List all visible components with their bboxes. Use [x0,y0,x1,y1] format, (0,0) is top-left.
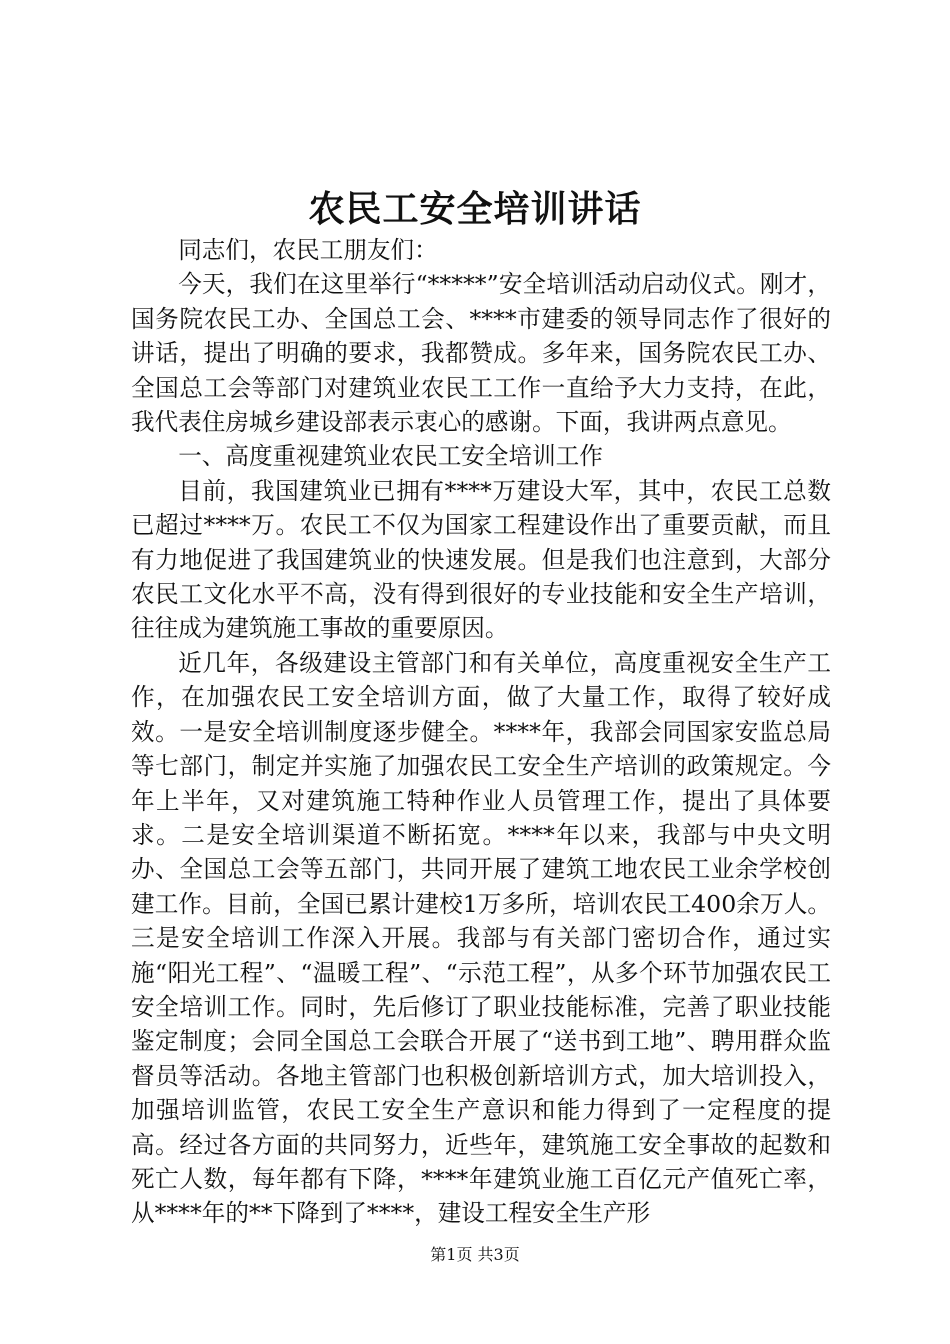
body-paragraph: 今天，我们在这里举行“*****”安全培训活动启动仪式。刚才，国务院农民工办、全国总工会、****市建委的领导同志作了很好的讲话，提出了明确的要求，我都赞成。多年来，国务院农民工办、全国总工会等部门对建筑业农民工工作一直给予大力支持，在此，我代表住房城乡建设部表示衷心的感谢。下面，我讲两点意见。 [131,270,831,437]
salutation-paragraph: 同志们，农民工朋友们： [178,236,438,264]
body-paragraph: 近几年，各级建设主管部门和有关单位，高度重视安全生产工作，在加强农民工安全培训方面，做了大量工作，取得了较好成效。一是安全培训制度逐步健全。****年，我部会同国家安监总局等七部门，制定并实施了加强农民工安全生产培训的政策规定。今年上半年，又对建筑施工特种作业人员管理工作，提出了具体要求。二是安全培训渠道不断拓宽。****年以来，我部与中央文明办、全国总工会等五部门，共同开展了建筑工地农民工业余学校创建工作。目前，全国已累计建校1万多所，培训农民工400余万人。三是安全培训工作深入开展。我部与有关部门密切合作，通过实施“阳光工程”、“温暖工程”、“示范工程”，从多个环节加强农民工安全培训工作。同时，先后修订了职业技能标准，完善了职业技能鉴定制度；会同全国总工会联合开展了“送书到工地”、聘用群众监督员等活动。各地主管部门也积极创新培训方式，加大培训投入，加强培训监管，农民工安全生产意识和能力得到了一定程度的提高。经过各方面的共同努力，近些年，建筑施工安全事故的起数和死亡人数，每年都有下降，****年建筑业施工百亿元产值死亡率，从****年的**下降到了****，建设工程安全生产形 [131,648,831,1228]
document-title: 农民工安全培训讲话 [308,188,642,230]
section-heading: 一、高度重视建筑业农民工安全培训工作 [178,442,603,471]
page-number-footer: 第1页 共3页 [430,1245,520,1264]
document-body [131,233,831,1231]
body-paragraph: 目前，我国建筑业已拥有****万建设大军，其中，农民工总数已超过****万。农民工不仅为国家工程建设作出了重要贡献，而且有力地促进了我国建筑业的快速发展。但是我们也注意到，大部分农民工文化水平不高，没有得到很好的专业技能和安全生产培训，往往成为建筑施工事故的重要原因。 [131,476,831,643]
